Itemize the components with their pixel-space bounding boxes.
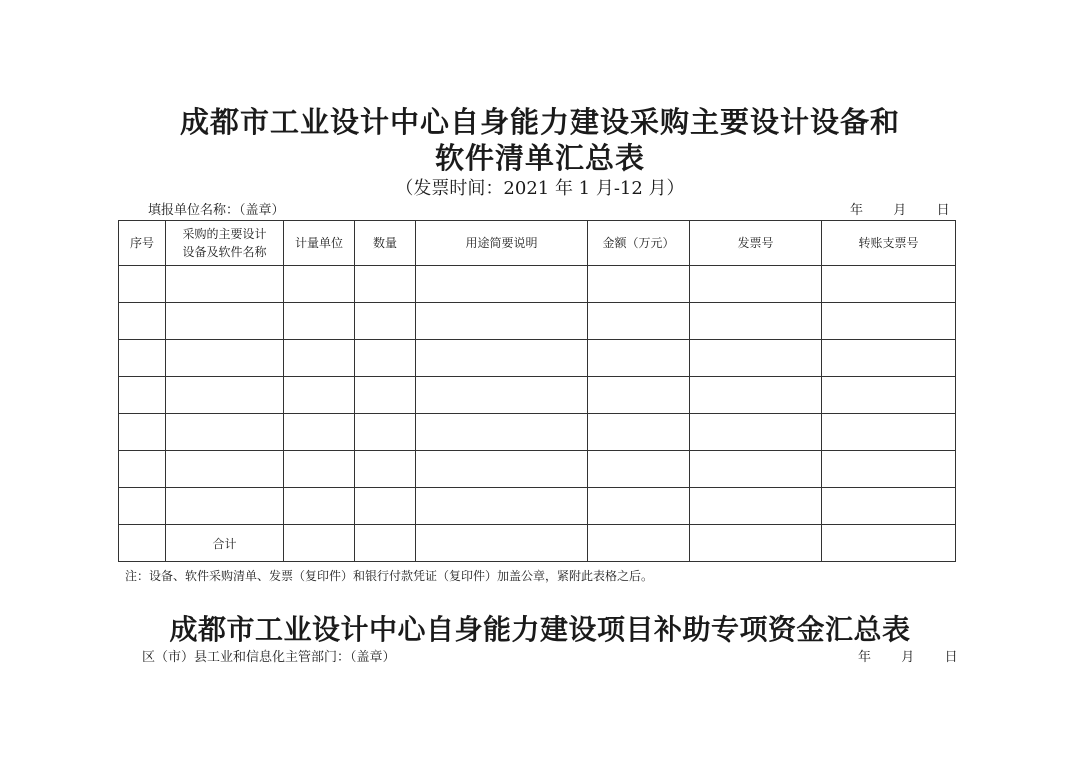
header-unit: 计量单位 — [284, 221, 355, 266]
table-cell[interactable] — [284, 488, 355, 525]
table-cell[interactable] — [119, 340, 166, 377]
table-cell[interactable] — [588, 488, 690, 525]
document-title-line2: 软件清单汇总表 — [434, 141, 645, 175]
table-cell[interactable] — [119, 414, 166, 451]
header-item-name-line2: 设备及软件名称 — [182, 245, 267, 259]
table-cell[interactable] — [822, 451, 956, 488]
table-cell[interactable] — [119, 525, 166, 562]
table-cell[interactable] — [355, 303, 416, 340]
table-cell[interactable] — [588, 266, 690, 303]
table-cell[interactable] — [166, 377, 284, 414]
header-quantity: 数量 — [355, 221, 416, 266]
table-row — [119, 377, 956, 414]
procurement-summary-table — [118, 220, 956, 562]
table-cell[interactable] — [690, 303, 822, 340]
table-header-row — [119, 221, 956, 266]
header-item-name-line1: 采购的主要设计 — [182, 227, 267, 241]
table-cell[interactable] — [822, 488, 956, 525]
table-cell[interactable] — [416, 266, 588, 303]
table-cell[interactable] — [416, 340, 588, 377]
table-body — [119, 266, 956, 562]
table-cell[interactable] — [588, 451, 690, 488]
table-cell[interactable] — [690, 340, 822, 377]
table-footnote: 注：设备、软件采购清单、发票（复印件）和银行付款凭证（复印件）加盖公章，紧附此表格之后。 — [125, 569, 654, 583]
table-cell[interactable] — [690, 414, 822, 451]
table-row — [119, 266, 956, 303]
document-title-line1: 成都市工业设计中心自身能力建设采购主要设计设备和 — [179, 105, 900, 139]
table-cell[interactable] — [416, 377, 588, 414]
table-cell[interactable] — [588, 377, 690, 414]
invoice-period-subtitle: （发票时间：2021 年 1 月-12 月） — [395, 178, 685, 199]
table-cell[interactable] — [416, 414, 588, 451]
table-cell[interactable] — [822, 340, 956, 377]
table-cell[interactable] — [355, 414, 416, 451]
table-row — [119, 340, 956, 377]
table-cell[interactable] — [284, 414, 355, 451]
date-month: 月 — [893, 203, 907, 218]
table-cell[interactable] — [690, 451, 822, 488]
date-day: 日 — [936, 203, 950, 218]
table-cell[interactable] — [355, 377, 416, 414]
table-cell[interactable] — [588, 414, 690, 451]
table-cell[interactable] — [166, 303, 284, 340]
table-cell[interactable] — [588, 340, 690, 377]
table-cell[interactable] — [416, 525, 588, 562]
second-table-title: 成都市工业设计中心自身能力建设项目补助专项资金汇总表 — [169, 613, 911, 646]
header-item-name — [166, 221, 284, 266]
table-cell[interactable] — [355, 488, 416, 525]
table-row — [119, 451, 956, 488]
second-date-year: 年 — [858, 650, 872, 665]
header-serial-no: 序号 — [119, 221, 166, 266]
table-cell[interactable] — [119, 488, 166, 525]
table-cell[interactable] — [690, 266, 822, 303]
table-cell[interactable] — [119, 303, 166, 340]
table-row — [119, 303, 956, 340]
table-cell[interactable] — [822, 525, 956, 562]
table-cell[interactable] — [588, 525, 690, 562]
table-cell[interactable] — [416, 303, 588, 340]
date-line — [850, 203, 950, 219]
header-invoice-no: 发票号 — [690, 221, 822, 266]
date-year: 年 — [850, 203, 864, 218]
table-cell[interactable] — [416, 488, 588, 525]
table-cell[interactable] — [690, 525, 822, 562]
table-cell[interactable] — [284, 303, 355, 340]
table-cell[interactable] — [284, 340, 355, 377]
fill-unit-label: 填报单位名称：（盖章） — [148, 203, 285, 218]
table-total-row — [119, 525, 956, 562]
table-cell[interactable] — [355, 525, 416, 562]
table-cell[interactable] — [119, 451, 166, 488]
table-cell[interactable] — [119, 377, 166, 414]
table-cell[interactable] — [355, 266, 416, 303]
table-cell[interactable] — [355, 340, 416, 377]
table-cell[interactable] — [284, 377, 355, 414]
table-cell[interactable] — [166, 451, 284, 488]
table-row — [119, 488, 956, 525]
table-cell[interactable] — [822, 414, 956, 451]
table-cell[interactable] — [284, 525, 355, 562]
table-cell[interactable] — [355, 451, 416, 488]
table-cell[interactable] — [284, 451, 355, 488]
table-cell[interactable] — [822, 303, 956, 340]
second-date-month: 月 — [901, 650, 915, 665]
total-label: 合计 — [166, 525, 284, 562]
table-cell[interactable] — [690, 377, 822, 414]
header-amount: 金额（万元） — [588, 221, 690, 266]
table-cell[interactable] — [166, 266, 284, 303]
table-cell[interactable] — [822, 377, 956, 414]
table-cell[interactable] — [166, 414, 284, 451]
header-transfer-check-no: 转账支票号 — [822, 221, 956, 266]
table-cell[interactable] — [416, 451, 588, 488]
table-row — [119, 414, 956, 451]
table-cell[interactable] — [166, 340, 284, 377]
table-cell[interactable] — [690, 488, 822, 525]
table-cell[interactable] — [284, 266, 355, 303]
header-purpose: 用途简要说明 — [416, 221, 588, 266]
table-cell[interactable] — [119, 266, 166, 303]
table-cell[interactable] — [822, 266, 956, 303]
second-date-line — [858, 650, 958, 666]
table-cell[interactable] — [166, 488, 284, 525]
department-label: 区（市）县工业和信息化主管部门：（盖章） — [142, 650, 396, 665]
table-cell[interactable] — [588, 303, 690, 340]
second-date-day: 日 — [944, 650, 958, 665]
